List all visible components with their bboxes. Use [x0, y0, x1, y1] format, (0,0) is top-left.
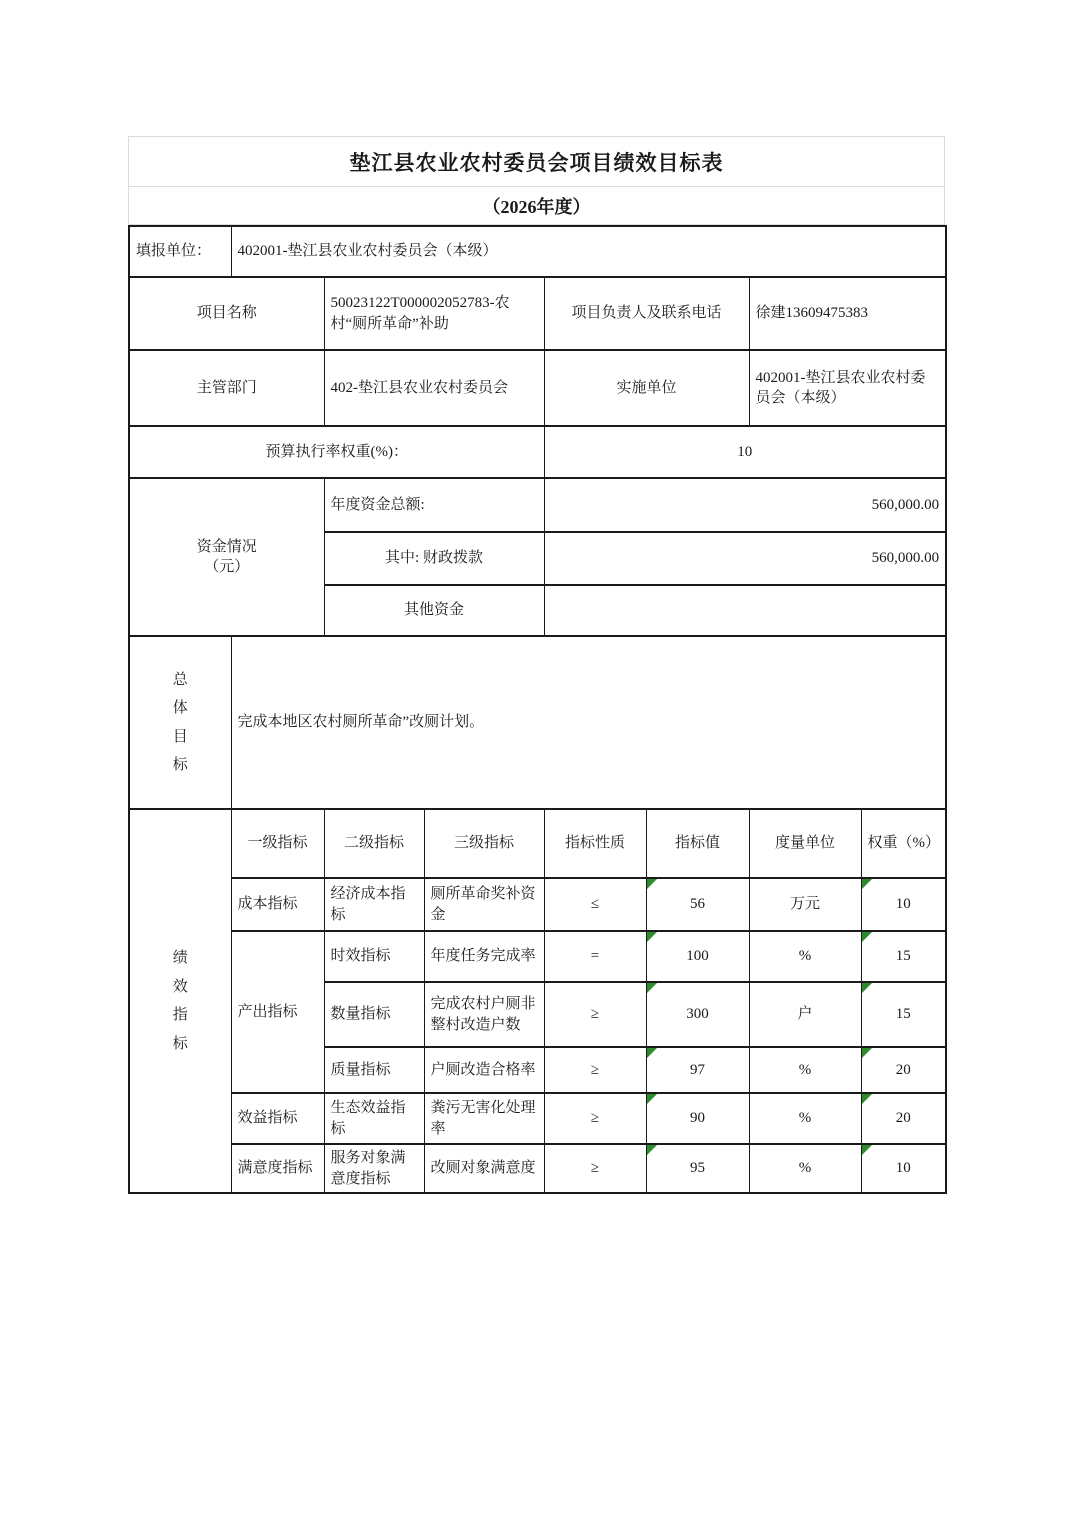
funding-fiscal-label: 其中: 财政拨款	[324, 532, 544, 585]
indicator-nature: ≥	[544, 1047, 646, 1093]
indicator-value	[646, 1047, 749, 1093]
indicator-value	[646, 878, 749, 931]
indicator-l2: 数量指标	[324, 982, 424, 1047]
doc-title: 垫江县农业农村委员会项目绩效目标表	[349, 150, 724, 175]
indicator-weight	[861, 982, 946, 1047]
project-name-label: 项目名称	[129, 277, 324, 350]
table-row-indicator	[129, 878, 946, 931]
indicator-l2: 经济成本指标	[324, 878, 424, 931]
excel-error-flag-icon	[647, 1048, 657, 1058]
indicator-unit: %	[749, 931, 861, 982]
budget-weight-value: 10	[544, 426, 946, 478]
indicator-value-text: 56	[690, 896, 705, 913]
excel-error-flag-icon	[862, 1145, 872, 1155]
indicator-l1: 满意度指标	[231, 1144, 324, 1193]
indicator-unit: %	[749, 1093, 861, 1144]
main-table	[128, 225, 947, 1194]
excel-error-flag-icon	[647, 983, 657, 993]
excel-error-flag-icon	[862, 1094, 872, 1104]
indicator-unit: %	[749, 1144, 861, 1193]
excel-error-flag-icon	[647, 879, 657, 889]
indicators-group-label-text: 绩效指标	[172, 950, 188, 1052]
excel-error-flag-icon	[647, 1094, 657, 1104]
table-row-overall-goal	[129, 636, 946, 809]
project-name-value: 50023122T000002052783-农村“厕所革命”补助	[324, 277, 544, 350]
indicator-unit: %	[749, 1047, 861, 1093]
dept-label: 主管部门	[129, 350, 324, 426]
table-row-budget-weight	[129, 426, 946, 478]
excel-error-flag-icon	[647, 932, 657, 942]
header-level1: 一级指标	[231, 809, 324, 878]
funding-other-value	[544, 585, 946, 636]
indicator-nature: ≤	[544, 878, 646, 931]
indicator-weight-text: 10	[895, 1160, 911, 1177]
funding-group-label-line2: （元）	[204, 559, 250, 575]
excel-error-flag-icon	[647, 1145, 657, 1155]
indicator-value	[646, 1093, 749, 1144]
excel-error-flag-icon	[862, 1048, 872, 1058]
manager-label: 项目负责人及联系电话	[544, 277, 749, 350]
indicator-l2: 时效指标	[324, 931, 424, 982]
indicator-weight-text: 15	[895, 948, 911, 965]
funding-fiscal-value: 560,000.00	[544, 532, 946, 585]
funding-total-label: 年度资金总额:	[324, 478, 544, 532]
indicator-l3: 年度任务完成率	[424, 931, 544, 982]
funding-total-value: 560,000.00	[544, 478, 946, 532]
excel-error-flag-icon	[862, 879, 872, 889]
indicator-weight-text: 15	[895, 1006, 911, 1023]
header-nature: 指标性质	[544, 809, 646, 878]
indicator-weight	[861, 931, 946, 982]
indicator-l3: 粪污无害化处理率	[424, 1093, 544, 1144]
funding-group-label	[129, 478, 324, 636]
reporting-unit-value: 402001-垫江县农业农村委员会（本级）	[231, 226, 946, 277]
excel-error-flag-icon	[862, 983, 872, 993]
indicators-group-label	[129, 809, 231, 1193]
header-weight: 权重（%）	[861, 809, 946, 878]
reporting-unit-label: 填报单位：	[129, 226, 231, 277]
indicator-unit: 户	[749, 982, 861, 1047]
dept-value: 402-垫江县农业农村委员会	[324, 350, 544, 426]
impl-value: 402001-垫江县农业农村委员会（本级）	[749, 350, 946, 426]
performance-target-sheet	[128, 136, 945, 1194]
indicator-value	[646, 931, 749, 982]
indicator-weight	[861, 878, 946, 931]
funding-other-label: 其他资金	[324, 585, 544, 636]
table-row-department	[129, 350, 946, 426]
indicator-weight	[861, 1144, 946, 1193]
overall-goal-label-text: 总体目标	[172, 671, 188, 773]
doc-subtitle: （2026年度）	[129, 186, 944, 224]
indicator-l2: 生态效益指标	[324, 1093, 424, 1144]
indicator-l3: 完成农村户厕非整村改造户数	[424, 982, 544, 1047]
header-level2: 二级指标	[324, 809, 424, 878]
indicator-value-text: 90	[690, 1110, 705, 1127]
table-row-indicator-header	[129, 809, 946, 878]
header-level3: 三级指标	[424, 809, 544, 878]
overall-goal-content: 完成本地区农村厕所革命”改厕计划。	[231, 636, 946, 809]
indicator-value-text: 97	[690, 1061, 705, 1078]
table-row-indicator	[129, 931, 946, 982]
table-row-reporting-unit	[129, 226, 946, 277]
manager-value: 徐建13609475383	[749, 277, 946, 350]
indicator-value	[646, 1144, 749, 1193]
excel-error-flag-icon	[862, 932, 872, 942]
funding-group-label-line1: 资金情况	[196, 538, 257, 555]
table-row-project-name	[129, 277, 946, 350]
indicator-nature: ≥	[544, 1144, 646, 1193]
indicator-value-text: 300	[686, 1006, 709, 1023]
indicator-l3: 厕所革命奖补资金	[424, 878, 544, 931]
indicator-value-text: 100	[686, 948, 709, 965]
indicator-nature: =	[544, 931, 646, 982]
indicator-l3: 改厕对象满意度	[424, 1144, 544, 1193]
indicator-weight	[861, 1047, 946, 1093]
indicator-l1: 效益指标	[231, 1093, 324, 1144]
indicator-unit: 万元	[749, 878, 861, 931]
indicator-l1: 成本指标	[231, 878, 324, 931]
indicator-l2: 服务对象满意度指标	[324, 1144, 424, 1193]
header-value: 指标值	[646, 809, 749, 878]
indicator-weight-text: 10	[895, 896, 911, 913]
indicator-weight-text: 20	[895, 1110, 911, 1127]
title-block	[128, 136, 945, 225]
table-row-indicator	[129, 1144, 946, 1193]
impl-label: 实施单位	[544, 350, 749, 426]
indicator-value-text: 95	[690, 1160, 705, 1177]
indicator-value	[646, 982, 749, 1047]
indicator-nature: ≥	[544, 982, 646, 1047]
indicator-l2: 质量指标	[324, 1047, 424, 1093]
overall-goal-label	[129, 636, 231, 809]
indicator-l1: 产出指标	[231, 931, 324, 1093]
table-row-funding-total	[129, 478, 946, 532]
budget-weight-label: 预算执行率权重(%)：	[129, 426, 544, 478]
header-unit: 度量单位	[749, 809, 861, 878]
indicator-nature: ≥	[544, 1093, 646, 1144]
table-row-indicator	[129, 1093, 946, 1144]
indicator-l3: 户厕改造合格率	[424, 1047, 544, 1093]
indicator-weight	[861, 1093, 946, 1144]
indicator-weight-text: 20	[895, 1061, 911, 1078]
